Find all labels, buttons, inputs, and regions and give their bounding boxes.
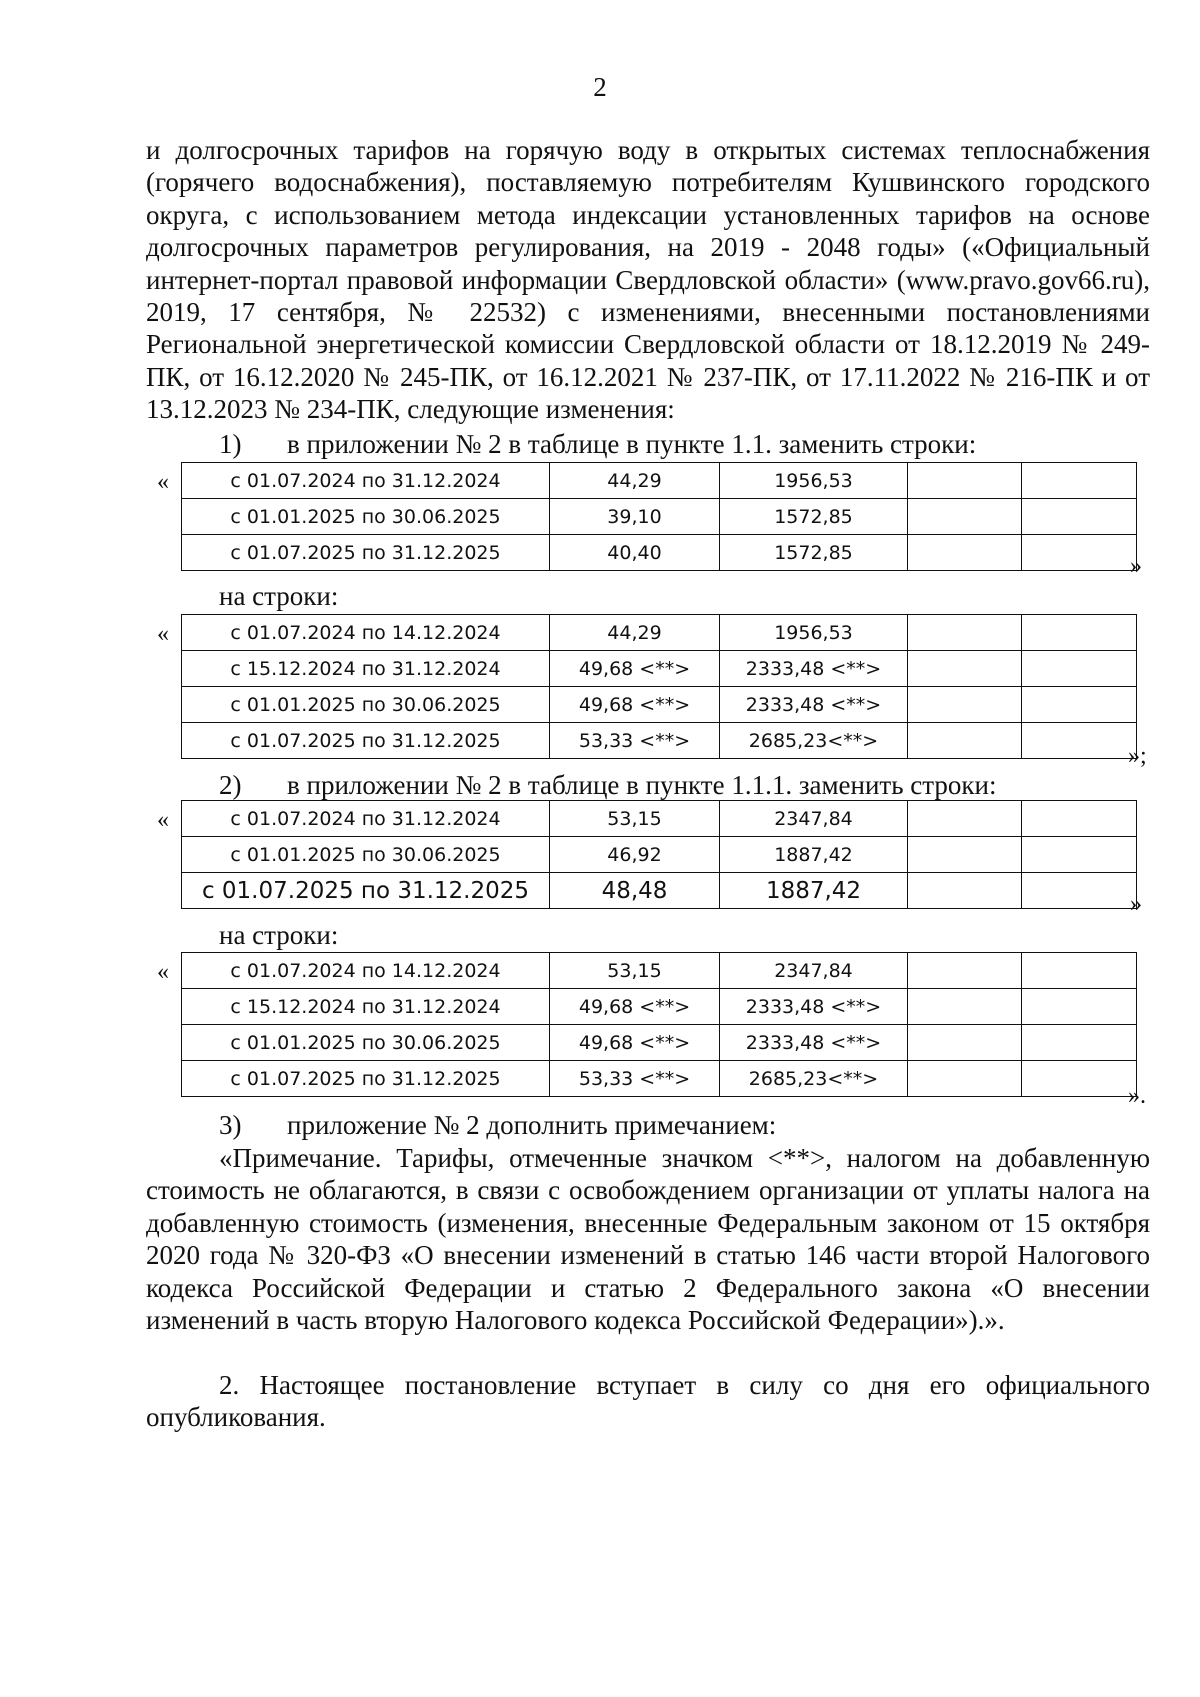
table-cell — [1022, 989, 1137, 1025]
open-quote: « — [157, 621, 169, 647]
final-paragraph: 2. Настоящее постановление вступает в силу со дня его официального опубликования. — [146, 1370, 1150, 1433]
table-cell: 2333,48 <**> — [720, 687, 908, 723]
table-cell: с 01.07.2024 по 31.12.2024 — [182, 801, 550, 837]
close-quote: » — [1130, 553, 1142, 579]
table-cell — [1022, 687, 1137, 723]
table-1-old — [181, 462, 1137, 571]
table-cell — [1022, 615, 1137, 651]
table-cell: 2333,48 <**> — [720, 989, 908, 1025]
table-cell: с 01.07.2024 по 31.12.2024 — [182, 463, 550, 499]
table-row — [182, 723, 1137, 759]
table-cell: 53,33 <**> — [550, 723, 720, 759]
table-cell: 53,15 — [550, 953, 720, 989]
table-cell: 40,40 — [550, 535, 720, 571]
table-cell: 1956,53 — [720, 615, 908, 651]
table-row — [182, 837, 1137, 873]
table-cell: с 01.07.2024 по 14.12.2024 — [182, 953, 550, 989]
open-quote: « — [157, 469, 169, 495]
close-quote: » — [1130, 891, 1142, 917]
table-cell: с 01.01.2025 по 30.06.2025 — [182, 837, 550, 873]
table-cell — [908, 615, 1022, 651]
table-row — [182, 1025, 1137, 1061]
table-cell: 1887,42 — [720, 837, 908, 873]
item-1-number: 1) — [219, 429, 242, 459]
table-cell — [908, 873, 1022, 909]
table-cell: 46,92 — [550, 837, 720, 873]
table-row — [182, 873, 1137, 909]
table-row — [182, 1061, 1137, 1097]
item-3-text: приложение № 2 дополнить примечанием: — [287, 1110, 777, 1140]
table-cell — [908, 1025, 1022, 1061]
replace-label: на строки: — [219, 581, 339, 611]
table-cell — [1022, 723, 1137, 759]
table-cell: 2333,48 <**> — [720, 651, 908, 687]
table-cell: с 01.07.2025 по 31.12.2025 — [182, 1061, 550, 1097]
table-cell: 1572,85 — [720, 499, 908, 535]
table-cell: 1572,85 — [720, 535, 908, 571]
table-cell — [1022, 837, 1137, 873]
table-cell: 2347,84 — [720, 953, 908, 989]
table-cell: с 01.07.2025 по 31.12.2025 — [182, 535, 550, 571]
table-cell: с 01.07.2024 по 14.12.2024 — [182, 615, 550, 651]
table-cell: 49,68 <**> — [550, 687, 720, 723]
table-cell: 44,29 — [550, 463, 720, 499]
table-row — [182, 687, 1137, 723]
table-cell: 49,68 <**> — [550, 989, 720, 1025]
table-cell: 1887,42 — [720, 873, 908, 909]
table-cell — [908, 989, 1022, 1025]
item-2-number: 2) — [219, 770, 242, 800]
table-cell — [1022, 535, 1137, 571]
item-1-text: в приложении № 2 в таблице в пункте 1.1. заменить строки: — [287, 429, 977, 459]
table-row — [182, 989, 1137, 1025]
table-2-new — [181, 952, 1137, 1097]
table-cell — [1022, 499, 1137, 535]
close-quote: ». — [1128, 1083, 1146, 1109]
table-cell — [908, 953, 1022, 989]
intro-paragraph: и долгосрочных тарифов на горячую воду в открытых системах теплоснабжения (горячего водоснабжения), поставляемую потребителям Кушвинского городского округа, с использованием метода индексации установленных тарифов на основе долгосрочных параметров регулирования, на 2019 - 2048 годы» («Официальный интернет-портал правовой информации Свердловской области» (www.pravo.gov66.ru), 2019, 17 сентября, № 22532) с изменениями, внесенными постановлениями Региональной энергетической комиссии Свердловской области от 18.12.2019 № 249-ПК, от 16.12.2020 № 245-ПК, от 16.12.2021 № 237-ПК, от 17.11.2022 № 216-ПК и от 13.12.2023 № 234-ПК, следующие изменения: — [146, 135, 1150, 425]
table-cell: 48,48 — [550, 873, 720, 909]
table-cell: с 01.07.2025 по 31.12.2025 — [182, 873, 550, 909]
table-cell — [908, 651, 1022, 687]
table-row — [182, 463, 1137, 499]
table-cell: с 01.01.2025 по 30.06.2025 — [182, 687, 550, 723]
replace-label: на строки: — [219, 920, 339, 950]
table-cell — [908, 723, 1022, 759]
table-cell: с 15.12.2024 по 31.12.2024 — [182, 651, 550, 687]
table-cell: 2333,48 <**> — [720, 1025, 908, 1061]
table-cell: 39,10 — [550, 499, 720, 535]
table-cell — [1022, 873, 1137, 909]
table-cell — [1022, 801, 1137, 837]
item-3-number: 3) — [219, 1110, 242, 1140]
table-row — [182, 499, 1137, 535]
item-2-text: в приложении № 2 в таблице в пункте 1.1.1. заменить строки: — [287, 770, 997, 800]
table-cell: 44,29 — [550, 615, 720, 651]
table-cell: 1956,53 — [720, 463, 908, 499]
note-paragraph: «Примечание. Тарифы, отмеченные значком <**>, налогом на добавленную стоимость не облагаются, в связи с освобождением организации от уплаты налога на добавленную стоимость (изменения, внесенные Федеральным законом от 15 октября 2020 года № 320-ФЗ «О внесении изменений в статью 146 части второй Налогового кодекса Российской Федерации и статью 2 Федерального закона «О внесении изменений в часть вторую Налогового кодекса Российской Федерации»).». — [146, 1143, 1150, 1336]
table-cell: 53,15 — [550, 801, 720, 837]
table-2-old — [181, 800, 1137, 909]
table-cell: с 01.01.2025 по 30.06.2025 — [182, 1025, 550, 1061]
table-cell: с 01.07.2025 по 31.12.2025 — [182, 723, 550, 759]
table-cell — [1022, 953, 1137, 989]
table-row — [182, 801, 1137, 837]
table-cell — [908, 463, 1022, 499]
table-cell — [1022, 651, 1137, 687]
table-cell — [908, 801, 1022, 837]
open-quote: « — [157, 807, 169, 833]
table-cell: 2685,23<**> — [720, 723, 908, 759]
table-cell: 2685,23<**> — [720, 1061, 908, 1097]
table-row — [182, 615, 1137, 651]
table-cell — [1022, 463, 1137, 499]
close-quote: »; — [1128, 743, 1147, 769]
table-cell: с 01.01.2025 по 30.06.2025 — [182, 499, 550, 535]
table-1-new — [181, 614, 1137, 759]
table-cell — [908, 837, 1022, 873]
table-cell — [908, 535, 1022, 571]
table-cell — [908, 499, 1022, 535]
table-cell — [1022, 1025, 1137, 1061]
table-cell: 49,68 <**> — [550, 651, 720, 687]
table-cell: 53,33 <**> — [550, 1061, 720, 1097]
table-cell — [908, 687, 1022, 723]
open-quote: « — [157, 959, 169, 985]
table-row — [182, 651, 1137, 687]
table-row — [182, 953, 1137, 989]
table-cell: с 15.12.2024 по 31.12.2024 — [182, 989, 550, 1025]
page-number: 2 — [593, 72, 607, 102]
table-row — [182, 535, 1137, 571]
table-cell: 2347,84 — [720, 801, 908, 837]
table-cell — [908, 1061, 1022, 1097]
table-cell — [1022, 1061, 1137, 1097]
table-cell: 49,68 <**> — [550, 1025, 720, 1061]
